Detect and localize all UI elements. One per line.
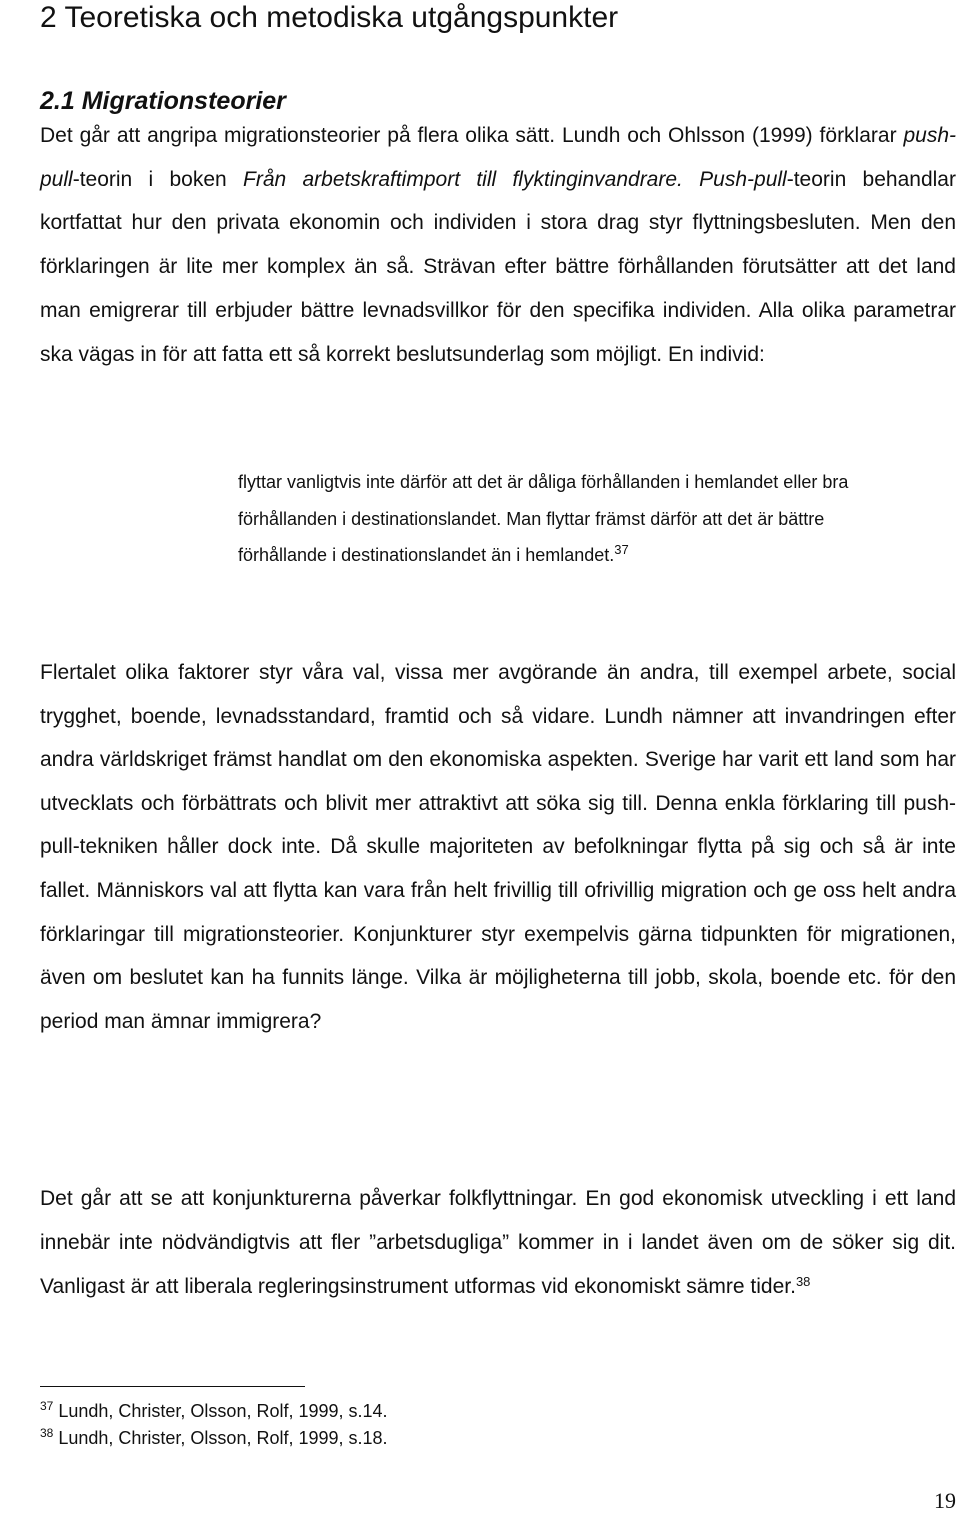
paragraph-factors: Flertalet olika faktorer styr våra val, vissa mer avgörande än andra, till exempel arbete, social trygghet, boende, levnadsstandard, framtid och så vidare. Lundh nämner att invandringen efter andra världskriget främst handlat om den ekonomiska aspekten. Sverige har varit ett land som har utvecklats och förbättrats och blivit mer attraktivt att söka sig till. Denna enkla förklaring till push-pull-tekniken håller dock inte. Då skulle majoriteten av befolkningar flytta på sig och så är inte fallet. Människors val att flytta kan vara från helt frivillig till ofrivillig migration och ge oss helt andra förklaringar till migrationsteorier. Konjunkturer styr exempelvis gärna tidpunkten för migrationen, även om beslutet kan ha funnits länge. Vilka är möjligheterna till jobb, skola, boende etc. för den period man ämnar immigrera? bbox=[40, 661, 956, 1033]
footnote-item bbox=[40, 1398, 388, 1425]
quote-text: flyttar vanligtvis inte därför att det är dåliga förhållanden i hemlandet eller bra förhållanden i destinationslandet. Man flyttar främst därför att det är bättre förhållande i destinationslandet än i hemlandet. bbox=[238, 472, 849, 566]
footnote-separator bbox=[40, 1386, 305, 1387]
paragraph-conjunctures bbox=[40, 1177, 956, 1308]
emphasis-book-title: Från arbetskraftimport till flyktinginvandrare. bbox=[243, 167, 683, 191]
footnote-ref[interactable]: 38 bbox=[795, 1273, 811, 1289]
section-heading: 2.1 Migrationsteorier bbox=[40, 87, 286, 115]
footnote-ref[interactable]: 37 bbox=[614, 542, 629, 558]
footnote-text: Lundh, Christer, Olsson, Rolf, 1999, s.14. bbox=[53, 1401, 388, 1421]
chapter-heading: 2 Teoretiska och metodiska utgångspunkter bbox=[40, 1, 619, 34]
text-run: -teorin behandlar kortfattat hur den privata ekonomin och individen i stora drag styr flyttningsbesluten. Men den förklaringen är lite mer komplex än så. Strävan efter bättre förhållanden förutsätter att det land man emigrerar till erbjuder bättre levnadsvillkor för den specifika individen. Alla olika parametrar ska vägas in för att fatta ett så korrekt beslutsunderlag som möjligt. En individ: bbox=[40, 167, 956, 366]
footnote-number: 38 bbox=[40, 1426, 54, 1440]
footnote-number: 37 bbox=[40, 1399, 54, 1413]
text-run: Det går att se att konjunkturerna påverkar folkflyttningar. En god ekonomisk utveckling i ett land innebär inte nödvändigtvis att fler ”arbetsdugliga” kommer in i landet även om de söker sig dit. Vanligast är att liberala regleringsinstrument utformas vid ekonomiskt sämre tider. bbox=[40, 1187, 956, 1298]
page-number: 19 bbox=[934, 1488, 956, 1513]
emphasis-push-pull: push-pull bbox=[40, 124, 956, 191]
footnote-item bbox=[40, 1425, 388, 1452]
emphasis-push-pull: Push-pull bbox=[699, 167, 787, 191]
paragraph-intro bbox=[40, 114, 956, 376]
footnote-text: Lundh, Christer, Olsson, Rolf, 1999, s.18. bbox=[53, 1428, 388, 1448]
text-run: -teorin i boken bbox=[72, 167, 243, 191]
footnotes bbox=[40, 1398, 388, 1452]
text-run: Det går att angripa migrationsteorier på flera olika sätt. Lundh och Ohlsson (1999) förklarar bbox=[40, 124, 904, 147]
block-quote bbox=[238, 464, 878, 574]
